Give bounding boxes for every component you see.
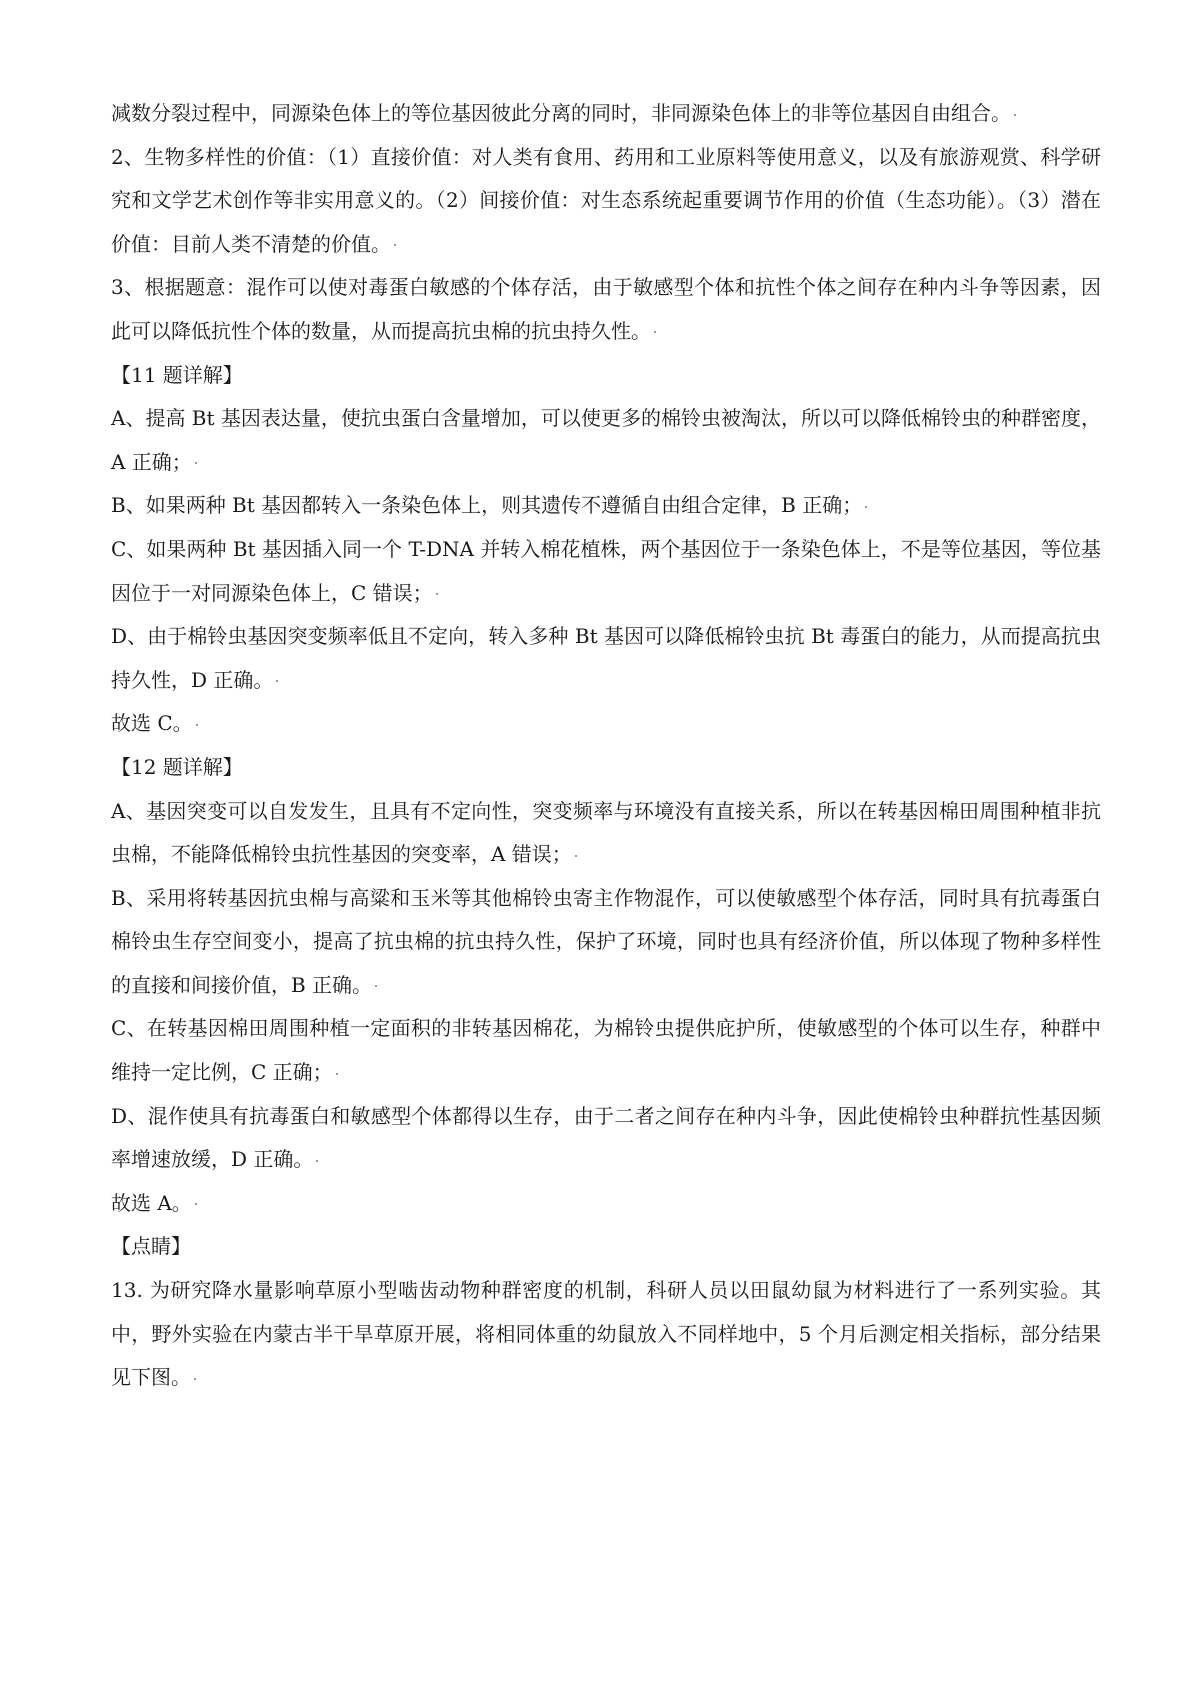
question-13-stem: 13. 为研究降水量影响草原小型啮齿动物种群密度的机制，科研人员以田鼠幼鼠为材料进行了一系列实验。其中，野外实验在内蒙古半干旱草原开展，将相同体重的幼鼠放入不同样地中，5 个月后测定相关指标，部分结果见下图。 (111, 1269, 1101, 1400)
paragraph-mixed-cropping: 3、根据题意：混作可以使对毒蛋白敏感的个体存活，由于敏感型个体和抗性个体之间存在种内斗争等因素，因此可以降低抗性个体的数量，从而提高抗虫棉的抗虫持久性。 (111, 266, 1101, 353)
q12-option-b: B、采用将转基因抗虫棉与高粱和玉米等其他棉铃虫寄主作物混作，可以使敏感型个体存活，同时具有抗毒蛋白 棉铃虫生存空间变小，提高了抗虫棉的抗虫持久性，保护了环境，同时也具有经济价值，所以体现了物种多样性的直接和间接价值，B 正确。 (111, 877, 1101, 1008)
q12-option-c: C、在转基因棉田周围种植一定面积的非转基因棉花，为棉铃虫提供庇护所，使敏感型的个体可以生存，种群中维持一定比例，C 正确； (111, 1007, 1101, 1094)
paragraph-meiosis: 减数分裂过程中，同源染色体上的等位基因彼此分离的同时，非同源染色体上的非等位基因自由组合。 (111, 92, 1101, 136)
q11-option-b: B、如果两种 Bt 基因都转入一条染色体上，则其遗传不遵循自由组合定律，B 正确； (111, 484, 1101, 528)
q12-option-d: D、混作使具有抗毒蛋白和敏感型个体都得以生存，由于二者之间存在种内斗争，因此使棉铃虫种群抗性基因频率增速放缓，D 正确。 (111, 1095, 1101, 1182)
q11-option-a: A、提高 Bt 基因表达量，使抗虫蛋白含量增加，可以使更多的棉铃虫被淘汰，所以可以降低棉铃虫的种群密度，A 正确； (111, 397, 1101, 484)
q11-option-c: C、如果两种 Bt 基因插入同一个 T-DNA 并转入棉花植株，两个基因位于一条染色体上，不是等位基因，等位基因位于一对同源染色体上，C 错误； (111, 528, 1101, 615)
q11-answer: 故选 C。 (111, 702, 1101, 746)
paragraph-biodiversity-value: 2、生物多样性的价值：（1）直接价值：对人类有食用、药用和工业原料等使用意义，以及有旅游观赏、科学研究和文学艺术创作等非实用意义的。（2）间接价值：对生态系统起重要调节作用的价值（生态功能）。（3）潜在价值：目前人类不清楚的价值。 (111, 136, 1101, 267)
document-body (111, 92, 1121, 1400)
heading-q12-explanation: 【12 题详解】 (111, 754, 243, 779)
q12-option-a: A、基因突变可以自发发生，且具有不定向性，突变频率与环境没有直接关系，所以在转基因棉田周围种植非抗虫棉，不能降低棉铃虫抗性基因的突变率，A 错误； (111, 790, 1101, 877)
heading-q11-explanation: 【11 题详解】 (111, 362, 243, 387)
q11-option-d: D、由于棉铃虫基因突变频率低且不定向，转入多种 Bt 基因可以降低棉铃虫抗 Bt 毒蛋白的能力，从而提高抗虫持久性，D 正确。 (111, 615, 1101, 702)
heading-key-point: 【点睛】 (111, 1234, 191, 1259)
q12-answer: 故选 A。 (111, 1182, 1101, 1226)
